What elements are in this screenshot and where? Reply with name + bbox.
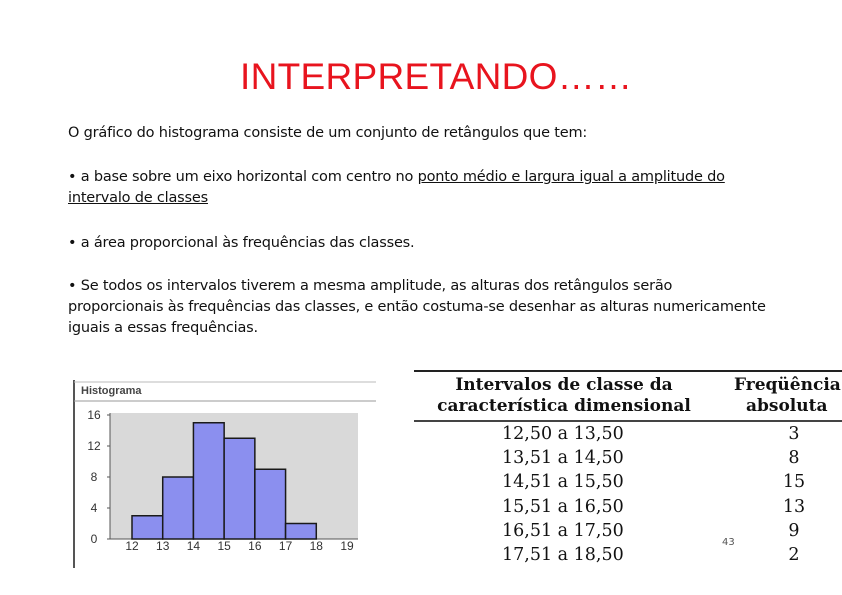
page-number: 43 (722, 537, 735, 548)
y-tick-label: 4 (90, 501, 98, 515)
x-tick-label: 15 (217, 539, 231, 553)
histogram-bar (132, 516, 163, 539)
slide-title: INTERPRETANDO…… (240, 56, 633, 97)
y-tick-label: 0 (90, 532, 98, 546)
histogram-title: Histograma (81, 385, 142, 397)
bullet-base-link-1[interactable]: ponto médio e largura igual a amplitude do (417, 169, 725, 185)
table-header-interval: Intervalos de classe da característica dimensional (437, 375, 691, 416)
table-row: 13,51 a 14,50 8 (502, 448, 800, 468)
x-tick-label: 12 (125, 539, 139, 553)
bullet-area: • a área proporcional às frequências das classes. (68, 235, 415, 251)
table-row: 12,50 a 13,50 3 (502, 424, 800, 444)
table-row: 15,51 a 16,50 13 (502, 497, 806, 517)
table-top-rule (414, 370, 842, 372)
y-tick-label: 8 (90, 470, 98, 484)
table-row: 17,51 a 18,50 2 (502, 545, 800, 565)
histogram-image (72, 380, 376, 568)
table-header-frequency: Freqüência absoluta (734, 375, 841, 416)
x-tick-label: 17 (278, 539, 293, 553)
frequency-table (414, 370, 842, 570)
y-tick-label: 12 (87, 439, 101, 453)
histogram-chart (72, 380, 376, 568)
histogram-bar (193, 423, 224, 539)
x-tick-label: 16 (248, 539, 262, 553)
bullet-base-link-2[interactable]: intervalo de classes (68, 190, 208, 206)
table-row: 16,51 a 17,50 9 (502, 521, 800, 541)
table-row: 14,51 a 15,50 15 (502, 472, 806, 492)
histogram-bar (163, 477, 194, 539)
histogram-bar (255, 469, 286, 539)
histogram-bar (286, 524, 317, 540)
y-tick-label: 16 (87, 408, 101, 422)
bullet-base-text: • a base sobre um eixo horizontal com centro no (68, 169, 418, 185)
histogram-bar (224, 438, 255, 539)
x-tick-label: 14 (186, 539, 201, 553)
x-tick-label: 18 (309, 539, 323, 553)
intro-paragraph: O gráfico do histograma consiste de um conjunto de retângulos que tem: (68, 125, 588, 141)
bullet-heights: • Se todos os intervalos tiverem a mesma amplitude, as alturas dos retângulos serão proporcionais às frequências das classes, e então costuma-se desenhar as alturas numericamente iguais a essas frequências. (68, 278, 766, 336)
bullet-base (68, 167, 768, 209)
x-tick-label: 19 (340, 539, 354, 553)
table-header-rule (414, 420, 842, 422)
x-tick-label: 13 (156, 539, 170, 553)
